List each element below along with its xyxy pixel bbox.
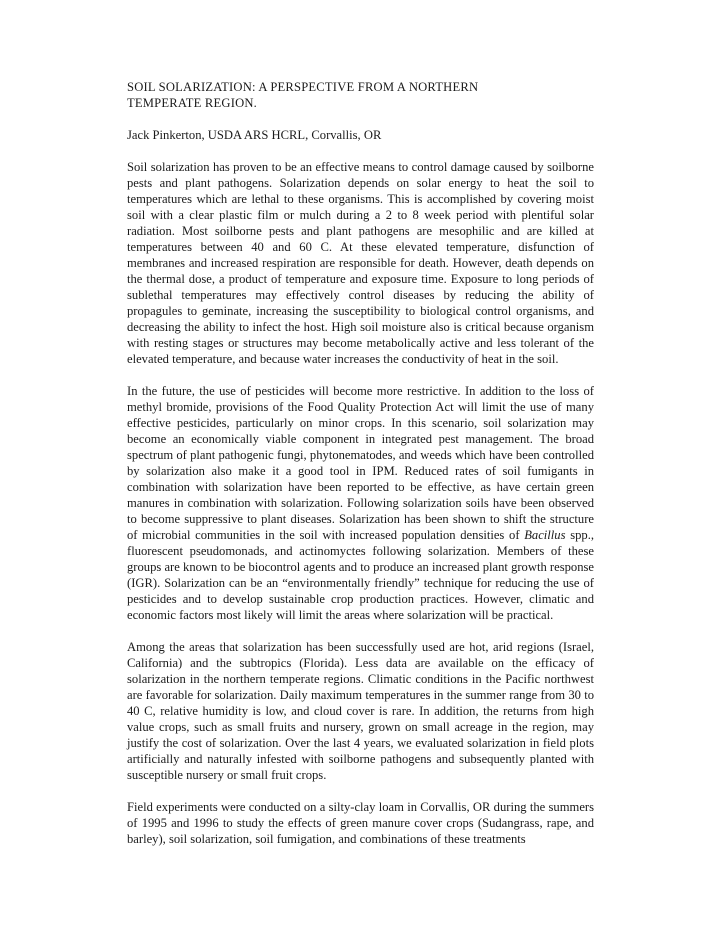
paragraph-4: Field experiments were conducted on a silty-clay loam in Corvallis, OR during the summers of 1995 and 1996 to study the effects of green manure cover crops (Sudangrass, rape, and barley), soil solarization, soil fumigation, and combinations of these treatments	[127, 800, 594, 846]
document-page	[127, 79, 594, 847]
title-line-2: TEMPERATE REGION.	[127, 96, 258, 110]
paragraph-2-italic-genus: Bacillus	[524, 528, 566, 542]
title-line-1: SOIL SOLARIZATION: A PERSPECTIVE FROM A NORTHERN	[127, 80, 479, 94]
paragraph-2	[127, 383, 594, 623]
paragraph-2-text-end: spp., fluorescent pseudomonads, and actinomyctes following solarization. Members of these groups are known to be biocontrol agents and to produce an increased plant growth response (IGR). Solarization can be an “environmentally friendly” technique for reducing the use of pesticides and to develop sustainable crop production practices. However, climatic and economic factors most likely will limit the areas where solarization will be practical.	[127, 528, 594, 622]
paragraph-3: Among the areas that solarization has been successfully used are hot, arid regions (Israel, California) and the subtropics (Florida). Less data are available on the efficacy of solarization in the northern temperate regions. Climatic conditions in the Pacific northwest are favorable for solarization. Daily maximum temperatures in the summer range from 30 to 40 C, relative humidity is low, and cloud cover is rare. In addition, the returns from high value crops, such as small fruits and nursery, grown on small acreage in the region, may justify the cost of solarization. Over the last 4 years, we evaluated solarization in field plots artificially and naturally infested with soilborne pathogens and subsequently planted with susceptible nursery or small fruit crops.	[127, 640, 594, 782]
author-line: Jack Pinkerton, USDA ARS HCRL, Corvallis, OR	[127, 128, 382, 142]
document-title	[127, 79, 594, 111]
paragraph-1: Soil solarization has proven to be an effective means to control damage caused by soilborne pests and plant pathogens. Solarization depends on solar energy to heat the soil to temperatures which are lethal to these organisms. This is accomplished by covering moist soil with a clear plastic film or mulch during a 2 to 8 week period with plentiful solar radiation. Most soilborne pests and plant pathogens are mesophilic and are killed at temperatures between 40 and 60 C. At these elevated temperature, disfunction of membranes and increased respiration are responsible for death. However, death depends on the thermal dose, a product of temperature and exposure time. Exposure to long periods of sublethal temperatures may effectively control diseases by reducing the ability of propagules to geminate, increasing the susceptibility to biological control organisms, and decreasing the ability to infect the host. High soil moisture also is critical because organism with resting stages or structures may become metabolically active and less tolerant of the elevated temperature, and because water increases the conductivity of heat in the soil.	[127, 160, 594, 366]
paragraph-2-text-start: In the future, the use of pesticides will become more restrictive. In addition to the loss of methyl bromide, provisions of the Food Quality Protection Act will limit the use of many effective pesticides, particularly on minor crops. In this scenario, soil solarization may become an economically viable component in integrated pest management. The broad spectrum of plant pathogenic fungi, phytonematodes, and weeds which have been controlled by solarization also make it a good tool in IPM. Reduced rates of soil fumigants in combination with solarization have been reported to be effective, as have certain green manures in combination with solarization. Following solarization soils have been observed to become suppressive to plant diseases. Solarization has been shown to shift the structure of microbial communities in the soil with increased population densities of	[127, 384, 594, 542]
